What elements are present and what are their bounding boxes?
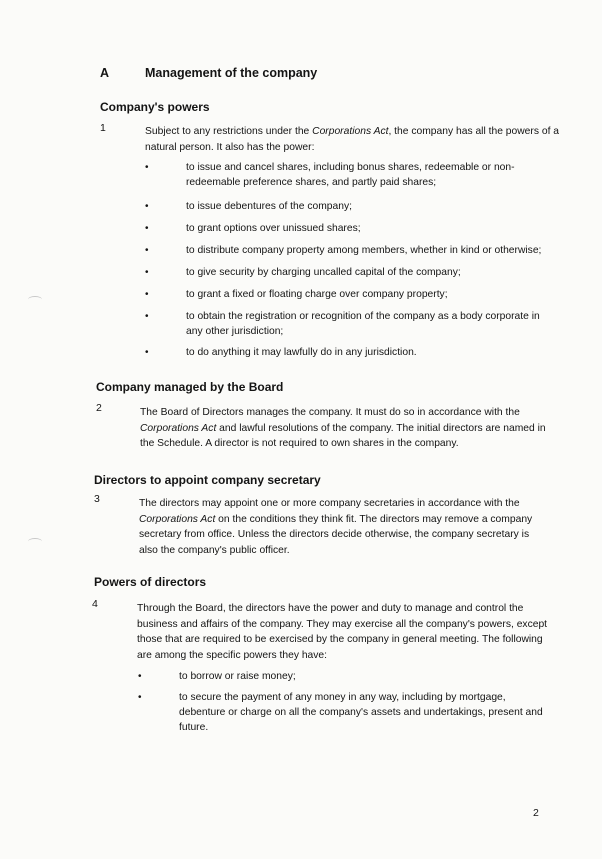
clause-1-bullet: • to give security by charging uncalled capital of the company;: [145, 267, 461, 278]
bullet-dot: •: [145, 311, 149, 322]
clause-4-bullet: • to borrow or raise money;: [138, 671, 296, 682]
bullet-dot: •: [145, 289, 149, 300]
clause-1-bullet: • to do anything it may lawfully do in any jurisdiction.: [145, 347, 417, 358]
bullet-dot: •: [138, 671, 142, 682]
scan-edge-mark: [28, 296, 42, 303]
clause-1-bullet: • to grant a fixed or floating charge over company property;: [145, 289, 448, 300]
section-letter: A: [100, 66, 110, 80]
heading-powers-of-directors: Powers of directors: [94, 575, 207, 589]
clause-2-text: The Board of Directors manages the company. It must do so in accordance with the Corporations Act and lawful resolutions of the company. The initial directors are named in the Schedule. A director is not required to own shares in the company.: [140, 407, 546, 449]
clause-number-2: 2: [96, 402, 102, 414]
clause-1-bullet: • to obtain the registration or recognition of the company as a body corporate in any other jurisdiction;: [145, 311, 540, 337]
clause-1-bullet: • to issue debentures of the company;: [145, 201, 352, 212]
bullet-dot: •: [145, 347, 149, 358]
clause-3-text: The directors may appoint one or more company secretaries in accordance with the Corporations Act on the conditions they think fit. The directors may remove a company secretary from office. Unless the directors decide otherwise, the company secretary is also the company's public officer.: [139, 498, 533, 556]
clause-1-bullet: • to distribute company property among members, whether in kind or otherwise;: [145, 245, 542, 256]
bullet-dot: •: [138, 692, 142, 703]
clause-number-1: 1: [100, 122, 106, 134]
heading-managed-by-board: Company managed by the Board: [96, 380, 284, 394]
clause-4-bullet: • to secure the payment of any money in any way, including by mortgage, debenture or charge on all the company's assets and undertakings, present and future.: [138, 692, 543, 733]
bullet-dot: •: [145, 267, 149, 278]
section-title: Management of the company: [145, 66, 318, 80]
heading-company-secretary: Directors to appoint company secretary: [94, 473, 321, 487]
page-number: 2: [533, 807, 539, 819]
clause-1-bullet: • to grant options over unissued shares;: [145, 223, 361, 234]
clause-1-bullet: • to issue and cancel shares, including bonus shares, redeemable or non-redeemable preference shares, and partly paid shares;: [145, 162, 515, 188]
bullet-dot: •: [145, 223, 149, 234]
clause-number-3: 3: [94, 493, 100, 505]
clause-1-intro: Subject to any restrictions under the Corporations Act, the company has all the powers of a natural person. It also has the power:: [145, 126, 560, 153]
scan-edge-mark: [28, 538, 42, 545]
heading-company-powers: Company's powers: [100, 100, 210, 114]
clause-number-4: 4: [92, 598, 98, 610]
bullet-dot: •: [145, 201, 149, 212]
bullet-dot: •: [145, 162, 149, 173]
clause-4-text: Through the Board, the directors have the power and duty to manage and control the business and affairs of the company. They may exercise all the company's powers, except those that are required to be exercised by the company in general meeting. The following are among the specific powers they have:: [137, 603, 548, 661]
section-heading: [100, 66, 317, 80]
bullet-dot: •: [145, 245, 149, 256]
